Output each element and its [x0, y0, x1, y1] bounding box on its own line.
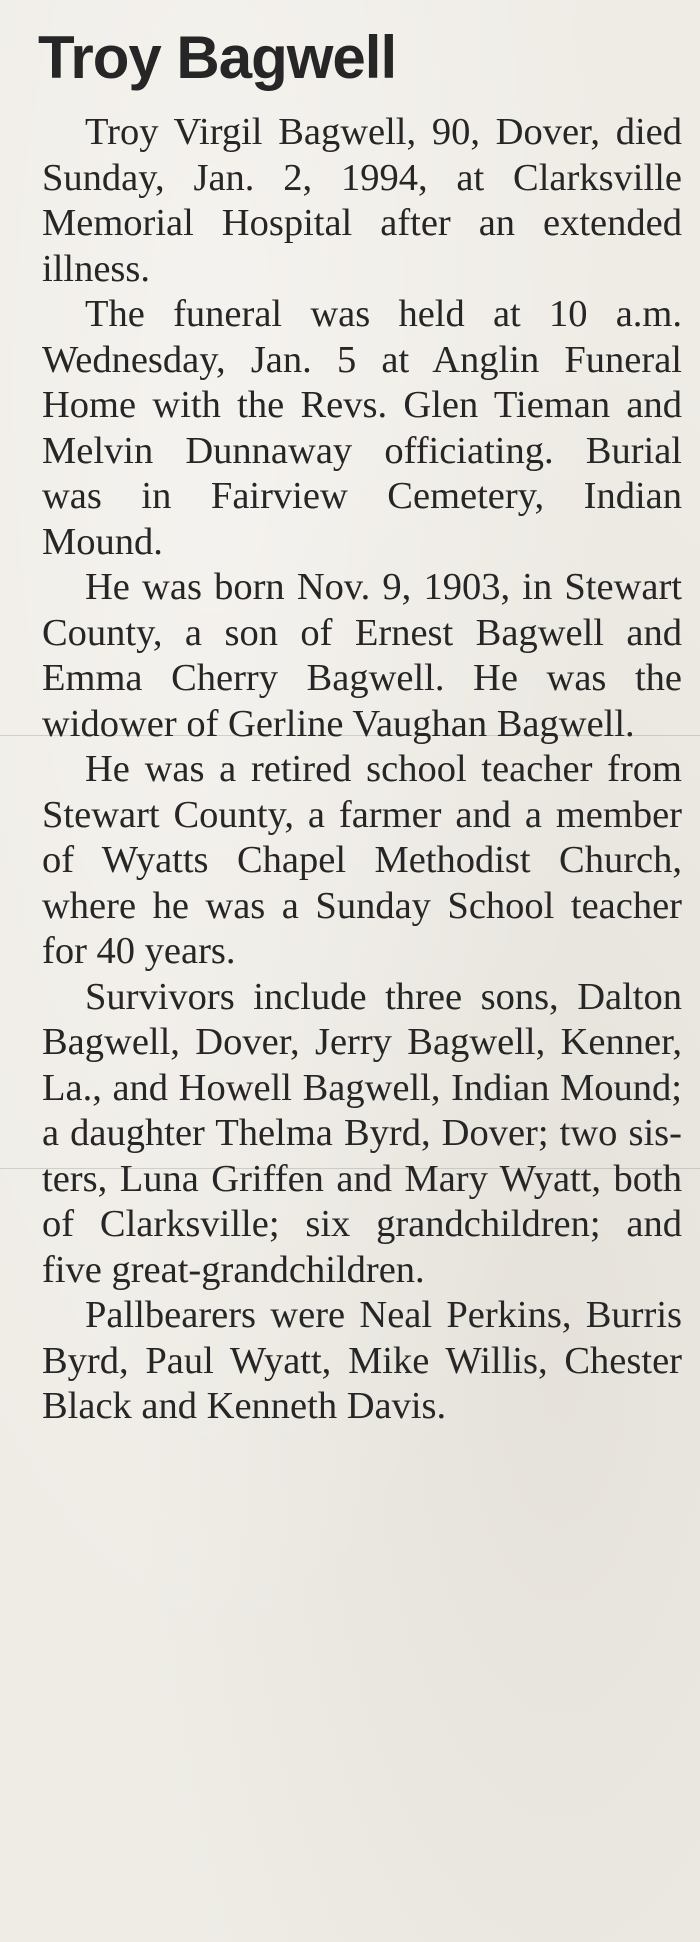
- paragraph-death-notice: Troy Virgil Bagwell, 90, Dover, died Sunday, Jan. 2, 1994, at Clarksville Memorial Hospital after an extended illness.: [42, 111, 682, 290]
- paragraph-funeral: The funeral was held at 10 a.m. Wednesday, Jan. 5 at Anglin Funeral Home with the Revs. Glen Tieman and Melvin Dunnaway officiating. Burial was in Fairview Cemetery, Indian Mound.: [42, 293, 682, 563]
- paragraph-career: He was a retired school teacher from Stewart County, a farmer and a member of Wyatts Chapel Methodist Church, where he was a Sunday School teacher for 40 years.: [42, 748, 682, 972]
- obituary-headline: Troy Bagwell: [38, 24, 397, 91]
- obituary-body: [42, 110, 682, 1430]
- paragraph-birth: He was born Nov. 9, 1903, in Stewart County, a son of Ernest Bagwell and Emma Cherry Bagwell. He was the widower of Gerline Vaughan Bagwell.: [42, 566, 682, 745]
- paragraph-survivors: Survivors include three sons, Dalton Bagwell, Dover, Jerry Bagwell, Kenner, La., and Howell Bagwell, Indian Mound; a daughter Thelma Byrd, Dover; two sisters, Luna Griffen and Mary Wyatt, both of Clarksville; six grandchildren; and five great-grandchildren.: [42, 975, 682, 1291]
- paragraph-pallbearers: Pallbearers were Neal Perkins, Burris Byrd, Paul Wyatt, Mike Willis, Chester Black and Kenneth Davis.: [42, 1294, 682, 1427]
